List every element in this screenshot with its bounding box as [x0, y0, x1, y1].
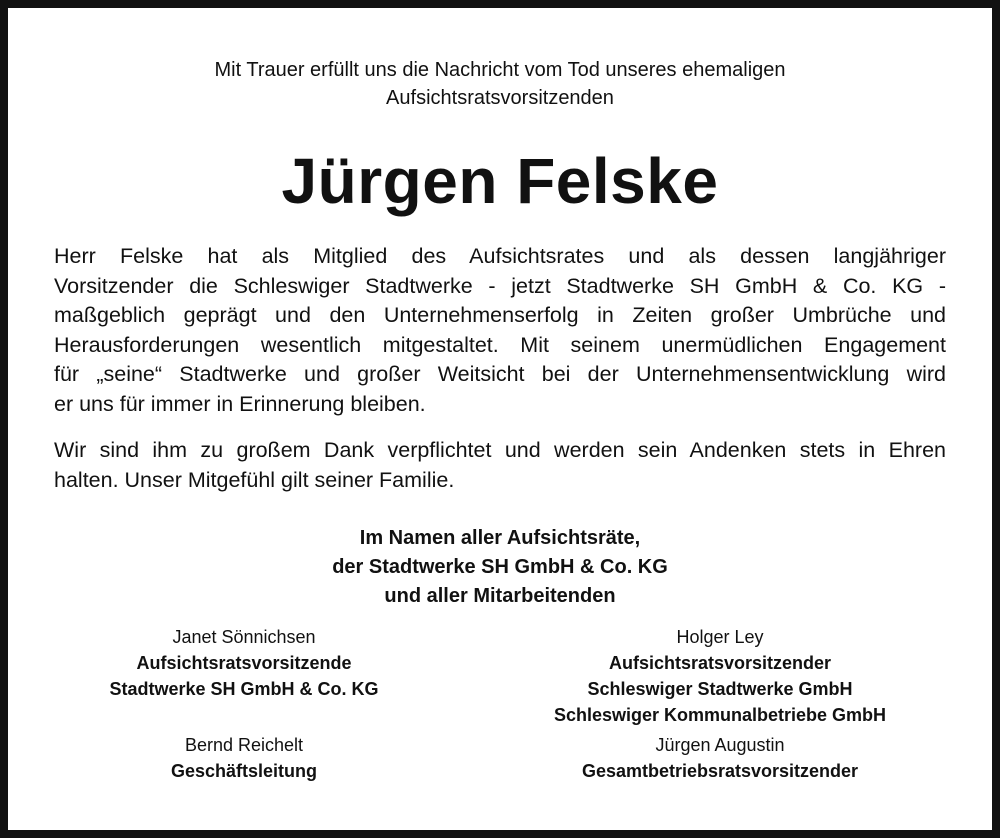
gratitude-paragraph	[54, 436, 946, 495]
tribute-paragraph	[54, 242, 946, 419]
on-behalf-line: Im Namen aller Aufsichtsräte,	[359, 527, 641, 549]
paragraph-line: Wir sind ihm zu großem Dank verpflichtet und werden sein Andenken stets in Ehren	[54, 438, 946, 462]
on-behalf-line: und aller Mitarbeitenden	[384, 585, 616, 607]
paragraph-line: für „seine“ Stadtwerke und großer Weitsicht bei der Unternehmensentwicklung wird	[54, 362, 946, 386]
signatory-role: Aufsichtsratsvorsitzender	[608, 653, 832, 673]
paragraph-line: Herausforderungen wesentlich mitgestaltet. Mit seinem unermüdlichen Engagement	[54, 332, 946, 357]
signatory-role: Schleswiger Kommunalbetriebe GmbH	[553, 705, 887, 725]
signatory-augustin	[500, 732, 940, 784]
on-behalf-line: der Stadtwerke SH GmbH & Co. KG	[332, 556, 668, 578]
signatory-role: Aufsichtsratsvorsitzende	[136, 653, 352, 673]
paragraph-line: halten. Unser Mitgefühl gilt seiner Familie.	[54, 467, 455, 492]
signatory-role: Geschäftsleitung	[170, 761, 318, 781]
paragraph-line: Vorsitzender die Schleswiger Stadtwerke - jetzt Stadtwerke SH GmbH & Co. KG -	[54, 273, 946, 298]
on-behalf-block	[0, 524, 1000, 611]
signatory-reichelt	[74, 732, 414, 784]
signatory-name: Janet Sönnichsen	[172, 627, 316, 647]
intro-line: Mit Trauer erfüllt uns die Nachricht vom Tod unseres ehemaligen	[214, 59, 786, 81]
intro-text	[0, 56, 1000, 112]
signatory-name: Bernd Reichelt	[184, 735, 304, 755]
paragraph-line: maßgeblich geprägt und den Unternehmenserfolg in Zeiten großer Umbrüche und	[54, 303, 946, 327]
signatory-role: Stadtwerke SH GmbH & Co. KG	[109, 679, 379, 699]
signatory-name: Jürgen Augustin	[655, 735, 785, 755]
signatory-name: Holger Ley	[676, 627, 764, 647]
intro-line: Aufsichtsratsvorsitzenden	[386, 87, 614, 109]
paragraph-line: er uns für immer in Erinnerung bleiben.	[54, 391, 426, 416]
paragraph-line: Herr Felske hat als Mitglied des Aufsichtsrates und als dessen langjähriger	[54, 244, 946, 268]
signatory-role: Gesamtbetriebsratsvorsitzender	[581, 761, 859, 781]
signatory-ley	[500, 624, 940, 728]
signatory-role: Schleswiger Stadtwerke GmbH	[587, 679, 853, 699]
deceased-name: Jürgen Felske	[281, 145, 719, 217]
signatory-sonnichsen	[74, 624, 414, 702]
